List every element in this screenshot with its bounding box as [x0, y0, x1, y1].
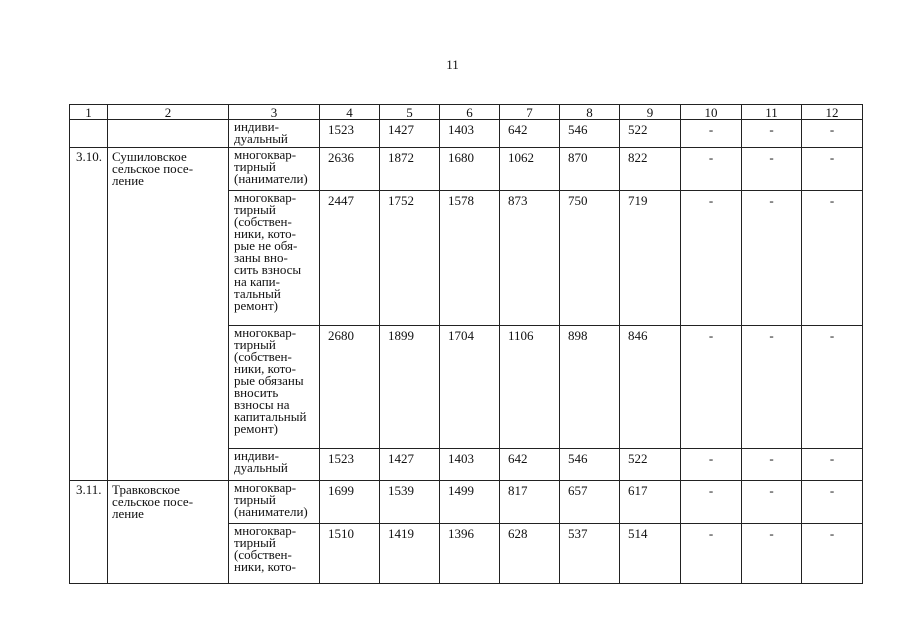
value-cell: 514: [620, 524, 681, 584]
header-cell: 5: [380, 105, 440, 120]
header-cell: 9: [620, 105, 681, 120]
dash-cell: -: [681, 191, 742, 326]
dash-cell: -: [681, 120, 742, 148]
value-cell: 657: [560, 481, 620, 524]
dash-cell: -: [802, 481, 863, 524]
value-cell: 522: [620, 120, 681, 148]
dash-cell: -: [802, 449, 863, 481]
dash-cell: -: [742, 326, 802, 449]
value-cell: 1680: [440, 148, 500, 191]
settlement-name-cell: [108, 120, 229, 148]
table-body: [70, 105, 863, 584]
value-cell: 1499: [440, 481, 500, 524]
housing-type-cell: многоквар- тирный (наниматели): [229, 148, 320, 191]
header-cell: 8: [560, 105, 620, 120]
housing-type-cell: многоквар- тирный (собствен- ники, кото-: [229, 524, 320, 584]
header-cell: 1: [70, 105, 108, 120]
header-cell: 6: [440, 105, 500, 120]
value-cell: 1578: [440, 191, 500, 326]
row-code-cell: [70, 120, 108, 148]
value-cell: 546: [560, 120, 620, 148]
settlement-name-cell: Травковское сельское посе- ление: [108, 481, 229, 584]
header-cell: 4: [320, 105, 380, 120]
row-code-cell: 3.10.: [70, 148, 108, 481]
dash-cell: -: [742, 481, 802, 524]
housing-type-cell: многоквар- тирный (собствен- ники, кото- рые обязаны вносить взносы на капитальный ремонт): [229, 326, 320, 449]
settlement-name-cell: Сушиловское сельское посе- ление: [108, 148, 229, 481]
header-cell: 10: [681, 105, 742, 120]
value-cell: 1062: [500, 148, 560, 191]
value-cell: 873: [500, 191, 560, 326]
housing-type-cell: многоквар- тирный (собствен- ники, кото- рые не обя- заны вно- сить взносы на капи- тальный ремонт): [229, 191, 320, 326]
value-cell: 1403: [440, 120, 500, 148]
dash-cell: -: [742, 524, 802, 584]
dash-cell: -: [802, 326, 863, 449]
value-cell: 719: [620, 191, 681, 326]
header-cell: 3: [229, 105, 320, 120]
value-cell: 537: [560, 524, 620, 584]
dash-cell: -: [681, 326, 742, 449]
value-cell: 870: [560, 148, 620, 191]
value-cell: 1510: [320, 524, 380, 584]
value-cell: 1106: [500, 326, 560, 449]
value-cell: 1899: [380, 326, 440, 449]
value-cell: 2447: [320, 191, 380, 326]
table-row: [70, 148, 863, 191]
header-cell: 11: [742, 105, 802, 120]
dash-cell: -: [742, 120, 802, 148]
value-cell: 1752: [380, 191, 440, 326]
tariff-table: [69, 104, 863, 584]
dash-cell: -: [802, 148, 863, 191]
value-cell: 642: [500, 449, 560, 481]
value-cell: 1699: [320, 481, 380, 524]
value-cell: 1403: [440, 449, 500, 481]
value-cell: 1872: [380, 148, 440, 191]
value-cell: 546: [560, 449, 620, 481]
value-cell: 617: [620, 481, 681, 524]
value-cell: 817: [500, 481, 560, 524]
dash-cell: -: [681, 481, 742, 524]
value-cell: 1427: [380, 120, 440, 148]
row-code-cell: 3.11.: [70, 481, 108, 584]
housing-type-cell: индиви- дуальный: [229, 120, 320, 148]
table-row: [70, 481, 863, 524]
value-cell: 750: [560, 191, 620, 326]
value-cell: 522: [620, 449, 681, 481]
value-cell: 1523: [320, 120, 380, 148]
housing-type-cell: индиви- дуальный: [229, 449, 320, 481]
dash-cell: -: [802, 120, 863, 148]
dash-cell: -: [802, 191, 863, 326]
header-row: [70, 105, 863, 120]
header-cell: 7: [500, 105, 560, 120]
page-number: 11: [446, 57, 459, 72]
dash-cell: -: [742, 449, 802, 481]
dash-cell: -: [681, 449, 742, 481]
dash-cell: -: [742, 191, 802, 326]
dash-cell: -: [802, 524, 863, 584]
value-cell: 2680: [320, 326, 380, 449]
value-cell: 898: [560, 326, 620, 449]
value-cell: 846: [620, 326, 681, 449]
table-row: [70, 120, 863, 148]
value-cell: 1396: [440, 524, 500, 584]
header-cell: 12: [802, 105, 863, 120]
value-cell: 642: [500, 120, 560, 148]
value-cell: 1427: [380, 449, 440, 481]
dash-cell: -: [681, 148, 742, 191]
dash-cell: -: [681, 524, 742, 584]
value-cell: 628: [500, 524, 560, 584]
header-cell: 2: [108, 105, 229, 120]
value-cell: 1523: [320, 449, 380, 481]
housing-type-cell: многоквар- тирный (наниматели): [229, 481, 320, 524]
value-cell: 2636: [320, 148, 380, 191]
value-cell: 1419: [380, 524, 440, 584]
value-cell: 1539: [380, 481, 440, 524]
value-cell: 822: [620, 148, 681, 191]
value-cell: 1704: [440, 326, 500, 449]
dash-cell: -: [742, 148, 802, 191]
